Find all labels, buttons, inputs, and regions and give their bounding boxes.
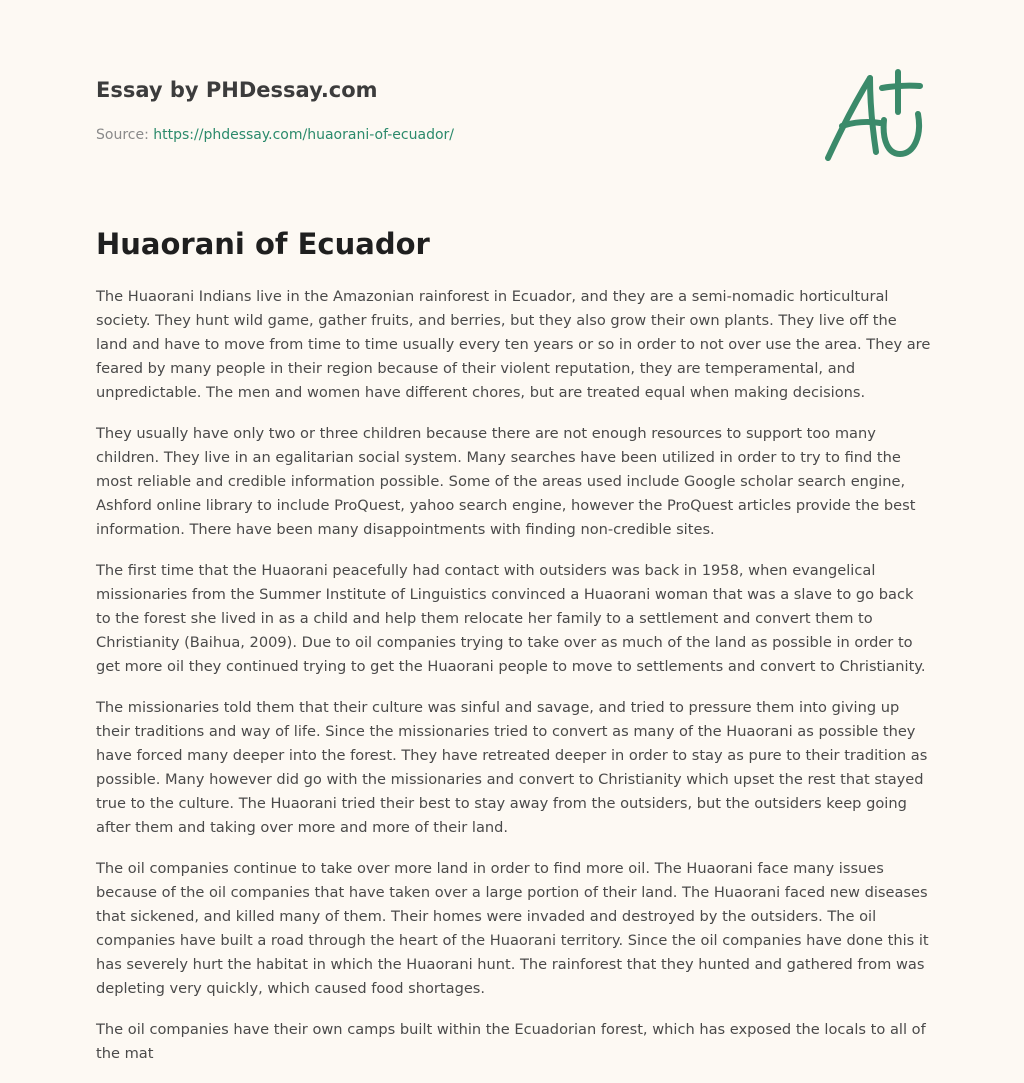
a-plus-logo-icon [818, 66, 928, 166]
essay-paragraph: The missionaries told them that their culture was sinful and savage, and tried to pressure them into giving up their traditions and way of life. Since the missionaries tried to convert as many of the Huaorani as possible they have forced many deeper into the forest. They have retreated deeper in order to stay as pure to their tradition as possible. Many however did go with the missionaries and convert to Christianity which upset the rest that stayed true to the culture. The Huaorani tried their best to stay away from the outsiders, but the outsiders keep going after them and taking over more and more of their land. [96, 699, 928, 836]
essay-paragraph: The Huaorani Indians live in the Amazonian rainforest in Ecuador, and they are a semi-nomadic horticultural society. They hunt wild game, gather fruits, and berries, but they also grow their own plants. They live off the land and have to move from time to time usually every ten years or so in order to not over use the area. They are feared by many people in their region because of their violent reputation, they are temperamental, and unpredictable. The men and women have different chores, but are treated equal when making decisions. [96, 288, 931, 401]
source-label: Source: [96, 127, 149, 143]
source-line [96, 126, 696, 144]
source-link[interactable]: https://phdessay.com/huaorani-of-ecuador/ [153, 127, 454, 143]
essay-paragraph: They usually have only two or three children because there are not enough resources to support too many children. They live in an egalitarian social system. Many searches have been utilized in order to try to find the most reliable and credible information possible. Some of the areas used include Google scholar search engine, Ashford online library to include ProQuest, yahoo search engine, however the ProQuest articles provide the best information. There have been many disappointments with finding non-credible sites. [96, 425, 916, 538]
essay-title: Huaorani of Ecuador [96, 227, 430, 261]
essay-paragraph: The oil companies continue to take over more land in order to find more oil. The Huaorani face many issues because of the oil companies that have taken over a large portion of their land. The Huaorani faced new diseases that sickened, and killed many of them. Their homes were invaded and destroyed by the outsiders. The oil companies have built a road through the heart of the Huaorani territory. Since the oil companies have done this it has severely hurt the habitat in which the Huaorani hunt. The rainforest that they hunted and gathered from was depleting very quickly, which caused food shortages. [96, 860, 929, 997]
site-brand: Essay by PHDessay.com [96, 78, 378, 102]
essay-paragraph: The first time that the Huaorani peacefully had contact with outsiders was back in 1958, when evangelical missionaries from the Summer Institute of Linguistics convinced a Huaorani woman that was a slave to go back to the forest she lived in as a child and help them relocate her family to a settlement and convert them to Christianity (Baihua, 2009). Due to oil companies trying to take over as much of the land as possible in order to get more oil they continued trying to get the Huaorani people to move to settlements and convert to Christianity. [96, 562, 926, 675]
essay-body [96, 285, 932, 1083]
essay-header [96, 76, 696, 144]
essay-paragraph: The oil companies have their own camps built within the Ecuadorian forest, which has exposed the locals to all of the mat [96, 1021, 926, 1062]
